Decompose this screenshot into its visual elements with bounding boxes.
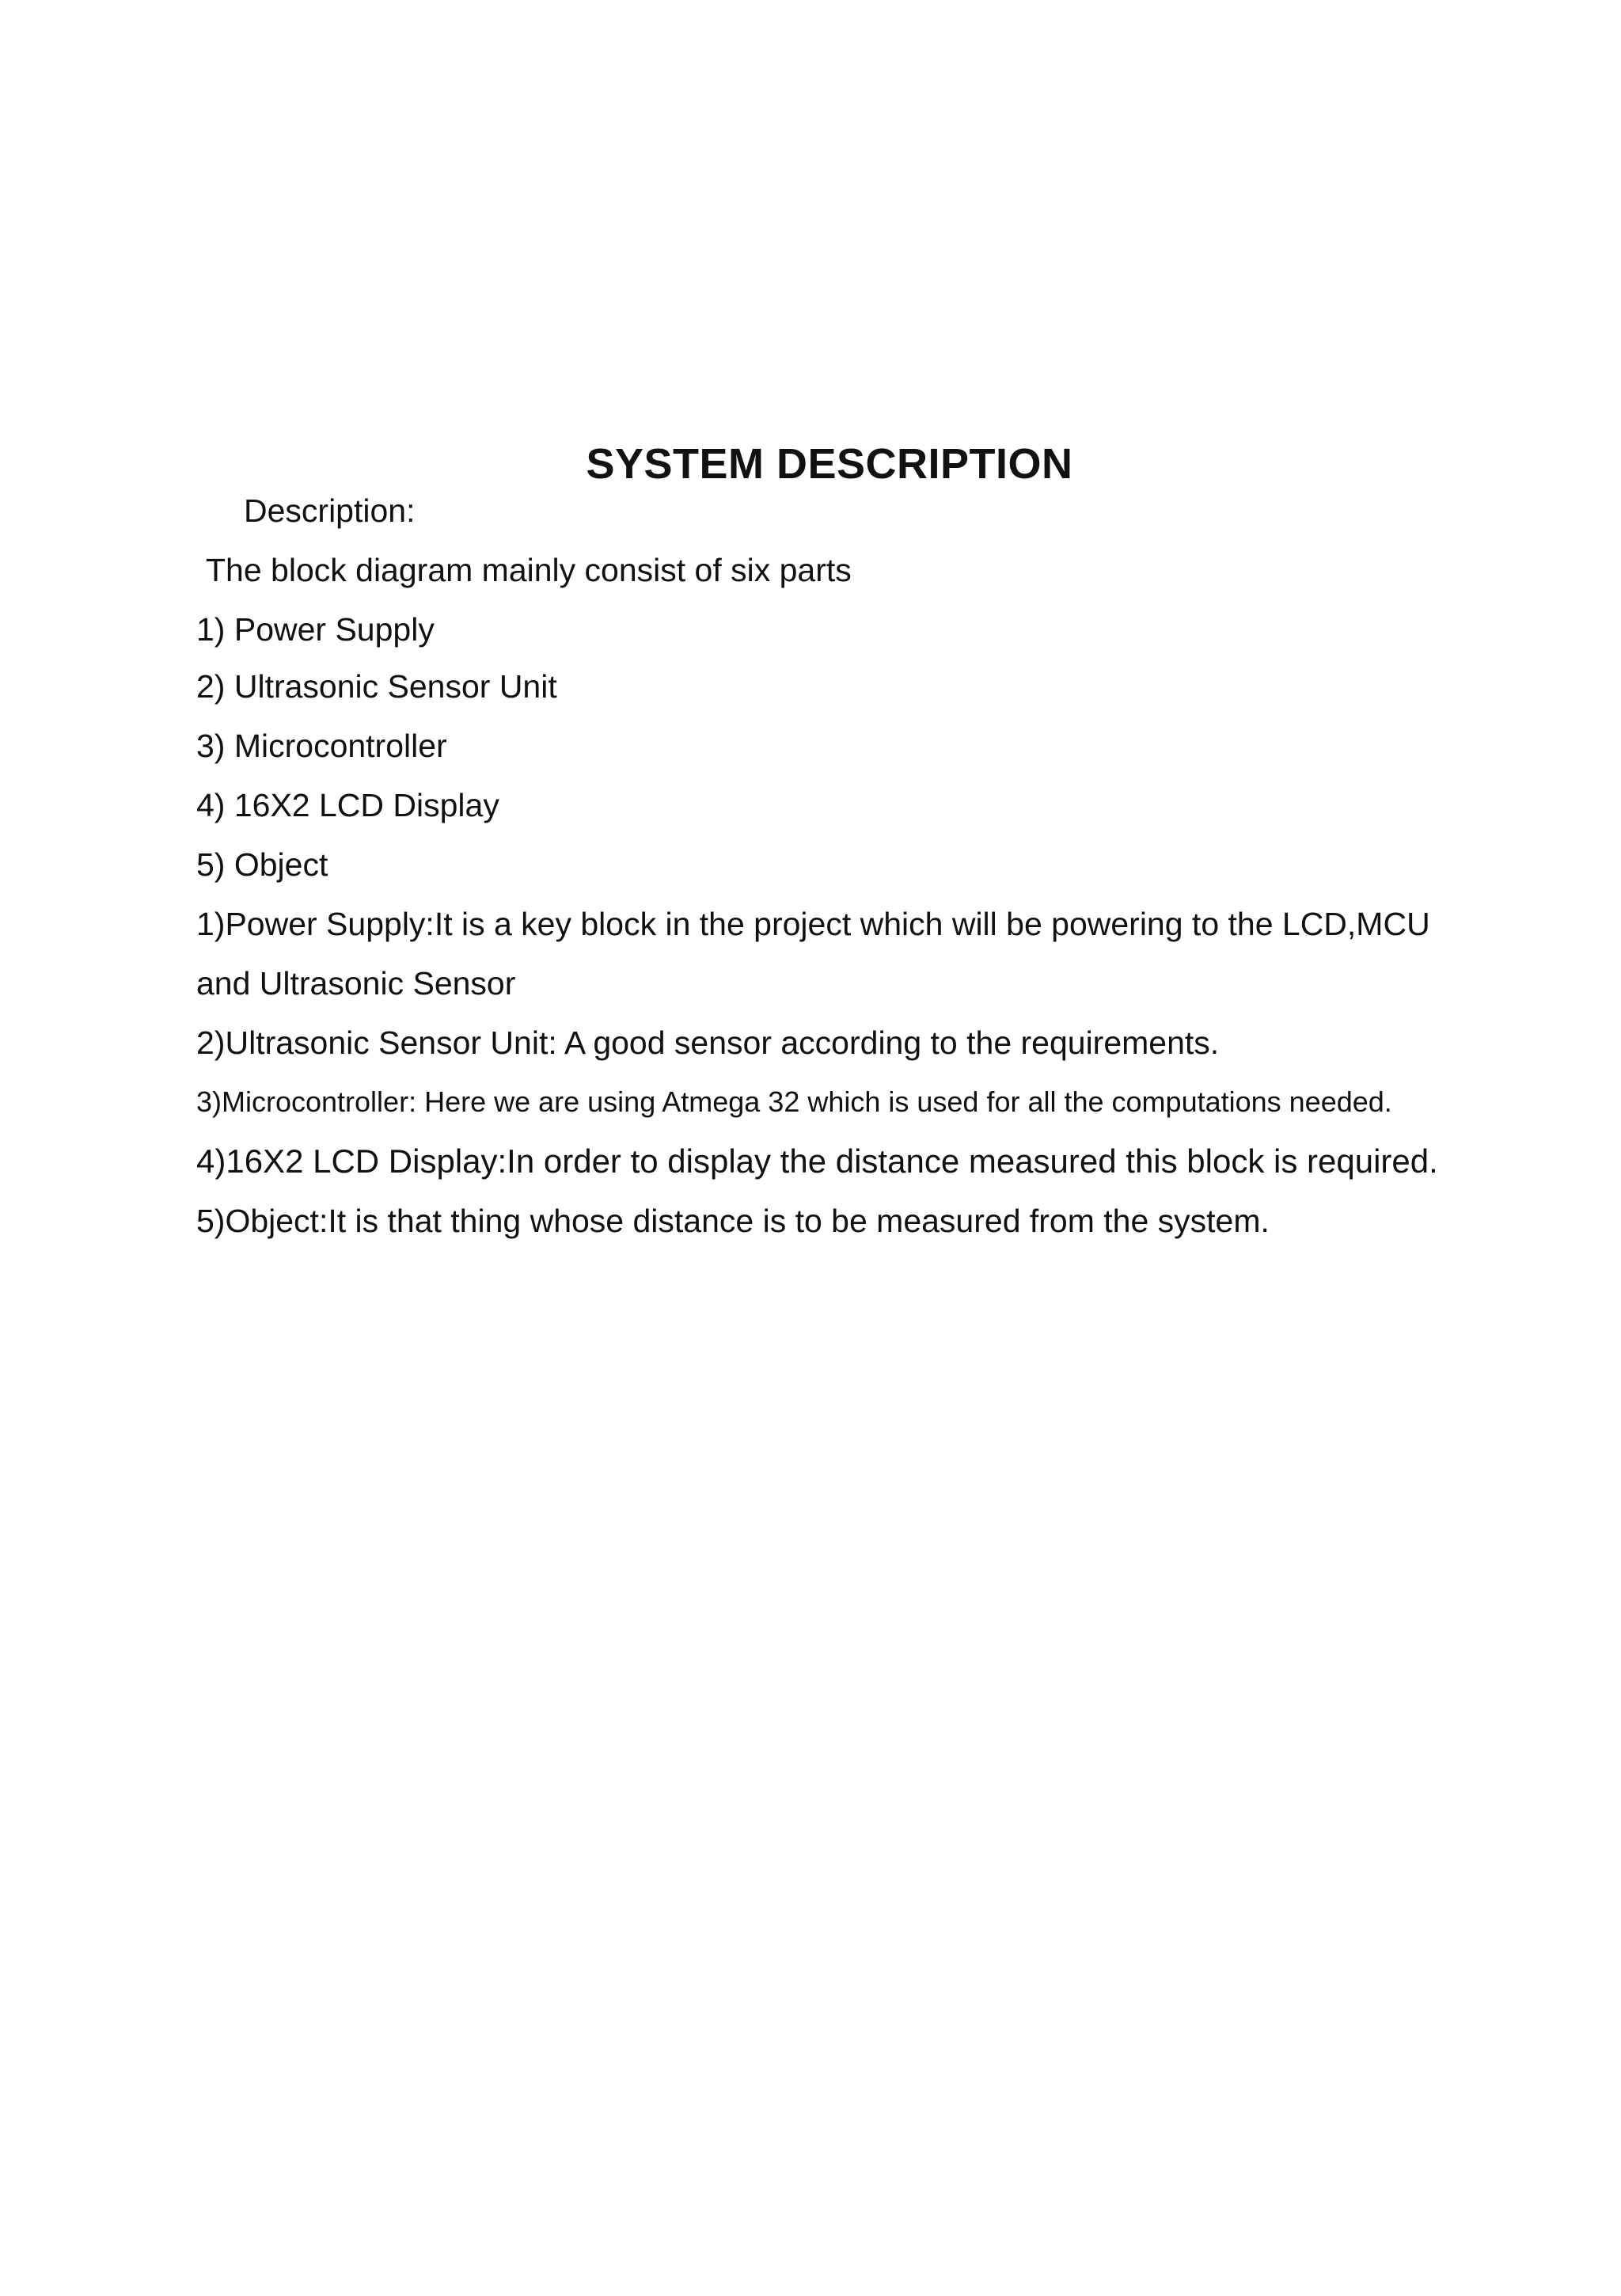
list-item: 4) 16X2 LCD Display [196, 787, 499, 823]
paragraph-microcontroller: 3)Microcontroller: Here we are using Atmega 32 which is used for all the computations needed. [196, 1085, 1392, 1118]
intro-text: The block diagram mainly consist of six parts [206, 552, 852, 588]
list-item: 2) Ultrasonic Sensor Unit [196, 668, 557, 705]
page-title: SYSTEM DESCRIPTION [586, 440, 1073, 488]
list-item: 3) Microcontroller [196, 728, 447, 764]
paragraph-ultrasonic-sensor: 2)Ultrasonic Sensor Unit: A good sensor according to the requirements. [196, 1024, 1220, 1061]
list-item: 5) Object [196, 846, 328, 883]
paragraph-lcd-display: 4)16X2 LCD Display:In order to display the distance measured this block is required. [196, 1142, 1438, 1180]
paragraph-power-supply: 1)Power Supply:It is a key block in the project which will be powering to the LCD,MCU [196, 906, 1430, 942]
description-label: Description: [244, 492, 416, 529]
paragraph-power-supply-continued: and Ultrasonic Sensor [196, 965, 516, 1002]
paragraph-object: 5)Object:It is that thing whose distance is to be measured from the system. [196, 1203, 1270, 1239]
list-item: 1) Power Supply [196, 611, 435, 648]
